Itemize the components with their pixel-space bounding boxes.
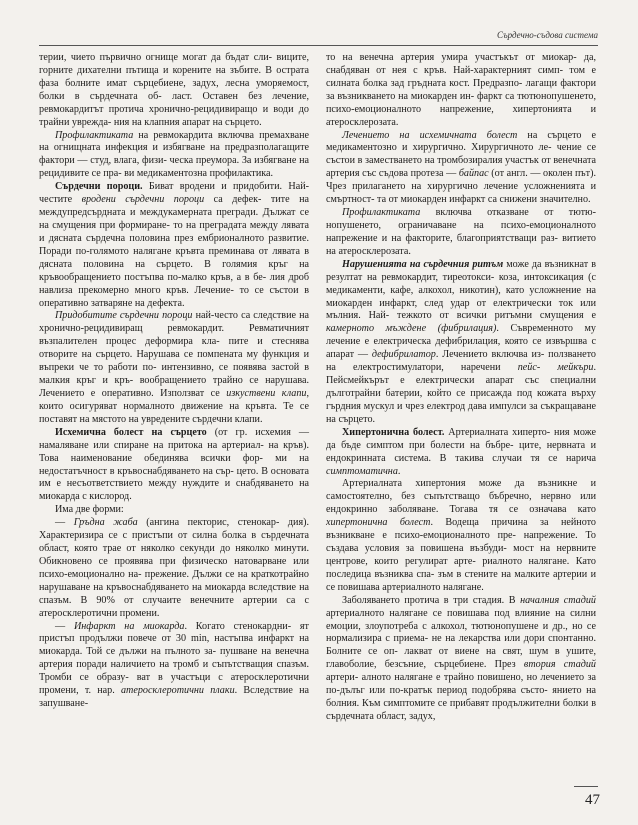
text-run: (от гр. исхемия — намаляване или спиране на притока на артериал- на кръв). Това наименование обединява всички фор- ми на недостатъчност в кръвоснабдяването на сър- цето. В основата им е несъответствието между нуждите и снабдяването на миокарда с кислород. [39,426,309,503]
text-run: . Пейсмейкърът е електрически апарат със специални дълготрайни батерии, който се присажда под кожата върху гърдния мускул и чрез електрод дава импулси за съкращаване на сърцето. [326,362,596,425]
text-run: . Когато стенокардни- ят пристъп продължи повече от 30 min, настъпва инфаркт на миокарда. Той се дължи на пълното за- пушване на венечна артерия поради наличието на тромб и съпътстващия спазъм. Тромби се образу- ват в участъци с атеросклеротични промени, т. нар. [39,620,309,697]
footer-rule [574,786,598,787]
emphasized-term: втория стадий [523,659,596,671]
emphasized-term: байпас [458,168,489,180]
text-run: . Вследствие на запушване- [39,685,309,710]
text-run: , които осигуряват нормалното движение на кръвта. Те се поставят на мястото на увредените сърдечни клапи. [39,387,309,425]
right-text-column [326,52,596,724]
left-text-column [39,52,309,711]
text-run: . Съвременното му лечение е електрическа дефибрилация, която се извършва с апарат — [326,323,596,361]
emphasized-term: Гръдна жаба [73,517,138,529]
right-paragraph [326,259,596,427]
right-paragraph [326,595,596,724]
right-paragraph [326,52,596,130]
text-run: може да възникнат в резултат на ревмокардит, тиреотокси- коза, интоксикация (с медикаменти, кафе, алкохол, никотин), като усложнение на миокарден инфаркт, след удар от електрически ток или мълния. Най- тежкото от всички ритъмни смущения е [326,258,597,322]
left-paragraph [39,130,309,182]
text-run: артери- алното налягане е трайно повишено, но лечението за по-дълъг или по-кратък период подобрява състо- янието на болния. Към симптомите се прибавят продължителни болки в сърдечната област, задух, [326,672,596,723]
text-run: Артериалната хипертония може да възникне и самостоятелно, без съпътстващо бъбречно, нервно или ендокринно заболяване. Тогава тя се означава като [326,478,596,516]
emphasized-term: хипертонична болест [326,517,431,529]
text-run: на ревмокардита включва премахване на огнищната инфекция и избягване на предразполагащите фактори — студ, влага, физи- ческа преумора. За избягване на рецидивите се пра- ви медикаментозна профилактика. [39,129,309,180]
left-paragraph [39,427,309,505]
text-run: Заболяването протича в три стадия. В [342,594,521,606]
left-paragraph [39,621,309,711]
text-run: Биват вродени и придобити. Най-честите [39,181,309,206]
text-run: (ангина пекторис, стенокар- дия). Характеризира се с пристъпи от силна болка в сърдечната област, която трае от няколко секунди до няколко минути. Обикновено се проявява при физическо натоварване или психо-емоционално на- прежение. Дължи се на краткотрайно нарушаване на кръвоснабдяването на миокарда вследствие на спазъм. В 90% от случаите венечните артерии са с атеросклеротични промени. [39,517,310,619]
right-paragraph [326,478,596,594]
emphasized-term: Хипертонична болест. [342,426,445,438]
page-number: 47 [585,792,600,808]
emphasized-term: камерното мъждене (фибрилация) [326,323,497,335]
text-run: на сърцето е медикаментозно и хирургично. Хирургичното ле- чение се състои в заместването на тромбозиралия участък от венечната артерия със съдова протеза — [326,129,596,180]
text-run: включва отказване от тютю- нопушенето, ограничаване на психо-емоционалното напрежение и на факторите, благоприятстващи раз- витието на атеросклерозата. [326,207,596,257]
running-header: Сърдечно-съдова система [496,30,598,40]
emphasized-term: Нарушенията на сърдечния ритъм [342,258,504,270]
emphasized-term: Сърдечни пороци. [55,181,143,193]
emphasized-term: Профилактиката [342,207,421,219]
text-run: артериалното налягане се повишава под влияние на силни емоции, злоупотреба с алкохол, тютюнопушене и др., но се нормализира с приема- не на лекарства или дори спонтанно. Болните се оп- лакват от виене на свят, шум в ушите, главоболие, безсъние, сърцебиене. През [326,607,596,671]
emphasized-term: вродени сърдечни пороци [81,194,205,206]
emphasized-term: пейс- мейкъри [517,362,594,374]
text-run: терии, чието първично огнище могат да бъдат сли- виците, горните дихателни пътища и корените на зъбите. В острата фаза болните имат сърцебиене, задух, лесна уморяемост, болки в сърдечната об- ласт. Оставен без лечение, ревмокардитът протича хронично-рецидивиращо и води до трайни увреждa- ния на клапния апарат на сърцето. [39,52,309,128]
emphasized-term: атеросклеротични плаки [120,685,235,697]
text-run: са дефек- тите на междупредсърдната и междукамерната прегради. Дължат се на смущения при формиране- то на преградата между лявата и дясната сърдечна половина през ембрионалното развитие. Поради по-голямото налягане кръвта преминава от лявата в дясната половина на сърцето. В голямия кръг на кръвообращението постъпва по-малко кръв, а в бе- лия дроб навлиза прекомерно много кръв. Лечение- то се състои в оперативно затваряне на дефекта. [39,194,309,309]
emphasized-term: симптоматична [326,465,398,477]
text-run: — [55,620,74,632]
text-run: Има две форми: [55,504,124,516]
left-paragraph [39,52,309,130]
right-paragraph [326,130,596,208]
left-paragraph [39,517,309,620]
text-run: (от англ. — околен път). Чрез прилагането на хирургично лечение усложненията и смъртност- та от миокарден инфаркт са снижени значително. [326,168,596,206]
text-run: . Водеща причина за нейното възникване е психо-емоционалното пре- напрежение. То създава условия за повишена възбуди- мост на нервните центрове, които регулират арте- риалното налягане. Като последица възниква спа- зъм в стените на малките артерии и се повишава артериалното налягане. [326,517,596,593]
text-run: . [397,465,401,477]
emphasized-term: Исхемична болест на сърцето [55,426,207,438]
emphasized-term: Профилактиката [55,129,134,141]
text-run: — [55,517,74,529]
right-paragraph [326,207,596,259]
text-run: Артериалната хиперто- ния може да бъде симптом при болести на бъбре- ците, нервната и ендокринната система. В такива случаи тя се нарича [326,426,596,464]
text-run: то на венечна артерия умира участъкът от миокар- да, снабдяван от нея с кръв. Най-характерният симп- том е силната болка зад гръдната кост. Предразпо- лагащи фактори за възникването на миокарден ин- фаркт са тютюнопушенето, психо-емоционалното напрежение, хипертонията и атеросклерозата. [326,52,596,128]
emphasized-term: началния стадий [520,594,596,606]
header-rule [39,45,598,46]
left-paragraph [39,504,309,517]
left-paragraph [39,310,309,426]
text-run: най-често са следствие на хронично-рецидивиращ ревмокардит. Ревматичният възпалителен процес деформира кла- пите и стеснява отворите на сърцето. Нарушава се помпената му функция и въпреки че то работи по- интензивно, се появява застой в малкия кръг и кръ- вообращението трайно се нарушава. Лечението е оперативно. Използват се [39,310,309,399]
emphasized-term: дефибрилатор [371,349,436,361]
emphasized-term: изкуствени клапи [226,387,307,399]
emphasized-term: Придобитите сърдечни пороци [55,310,193,322]
emphasized-term: Лечението на исхемичната болест [342,129,518,141]
right-paragraph [326,427,596,479]
text-run: . Лечението включва из- ползването на електростимулатори, наречени [326,349,596,374]
left-paragraph [39,181,309,310]
emphasized-term: Инфаркт на миокарда [73,620,185,632]
